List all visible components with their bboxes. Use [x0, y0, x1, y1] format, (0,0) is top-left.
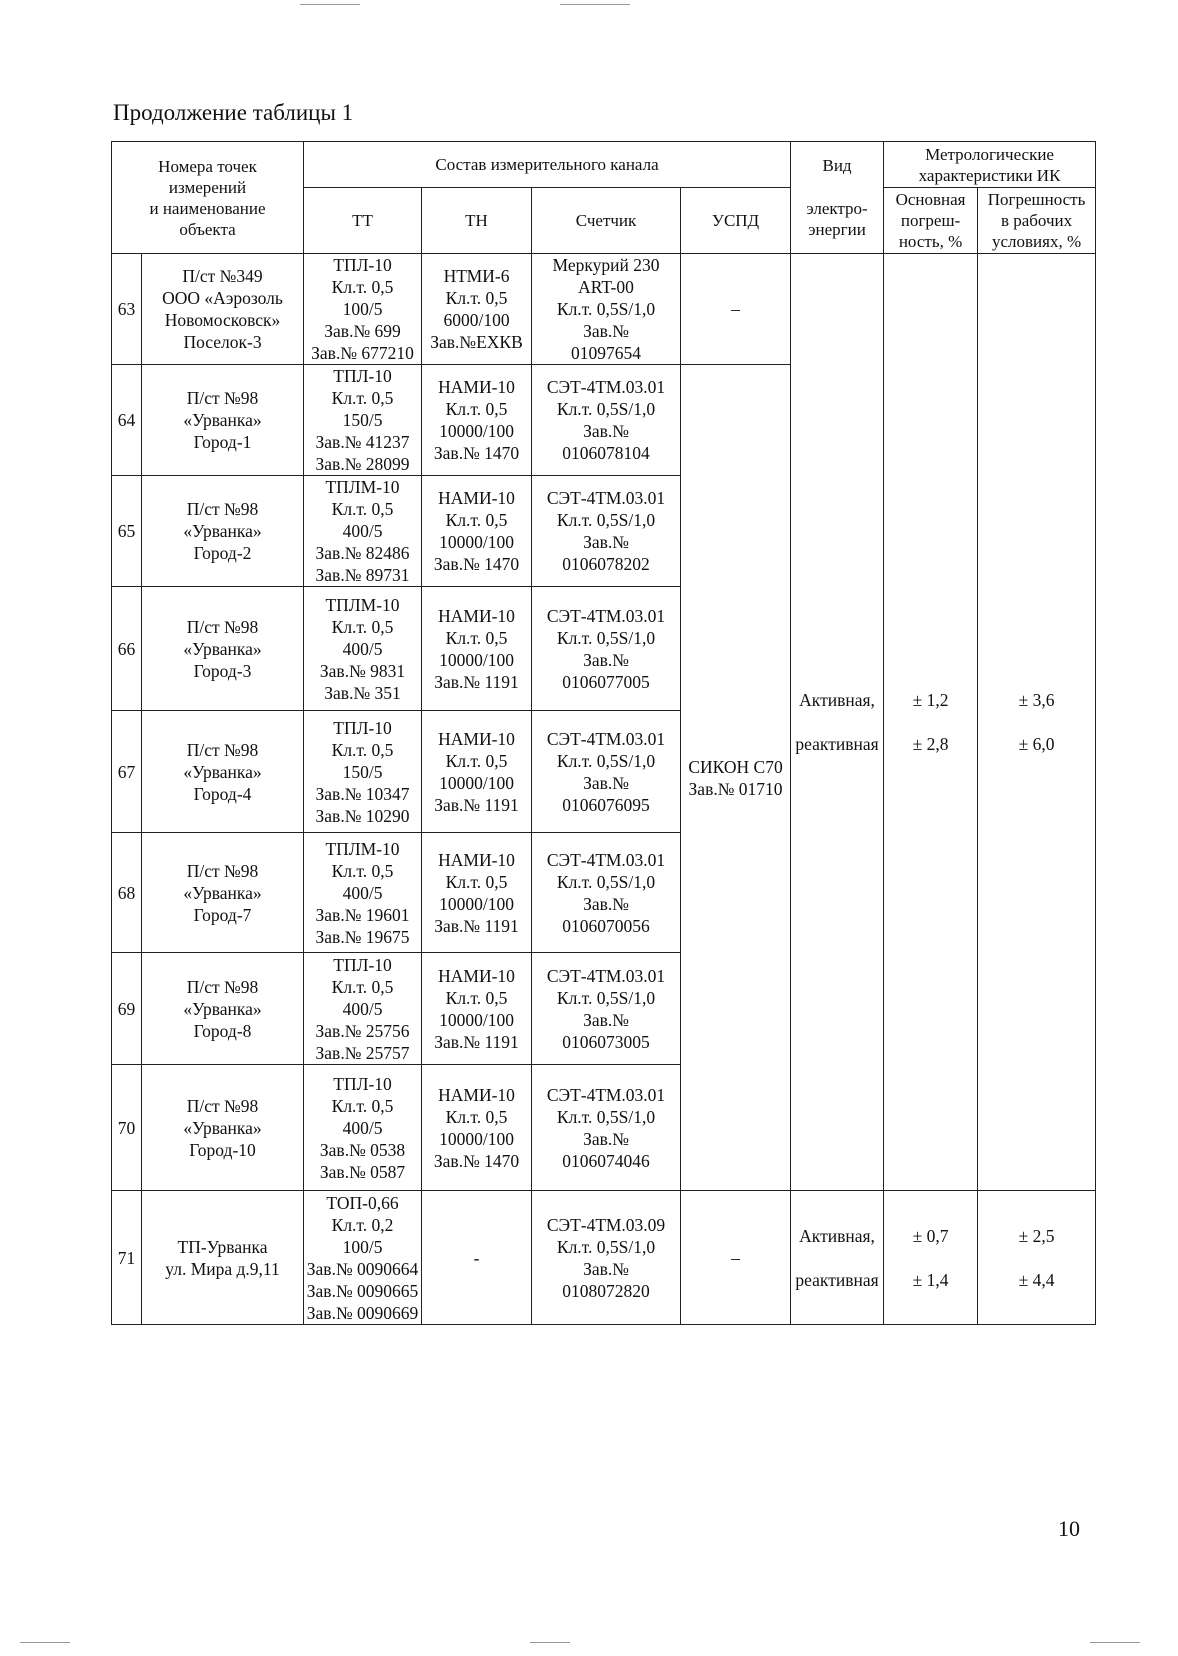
tn-cell: - [422, 1191, 532, 1325]
table-caption: Продолжение таблицы 1 [113, 100, 354, 125]
measurement-table [111, 141, 1096, 1325]
scan-artifact-bottom [20, 1642, 70, 1643]
tt-cell: ТПЛМ-10 Кл.т. 0,5 400/5 Зав.№ 19601 Зав.№ 19675 [304, 833, 422, 953]
row-number: 66 [112, 587, 142, 711]
basic-error-cell: ± 1,2 ± 2,8 [884, 254, 978, 1191]
uspd-cell: – [681, 254, 791, 365]
tt-cell: ТПЛ-10 Кл.т. 0,5 400/5 Зав.№ 25756 Зав.№ 25757 [304, 953, 422, 1065]
header-energy: Вид электро- энергии [791, 142, 884, 254]
meter-cell: СЭТ-4ТМ.03.01 Кл.т. 0,5S/1,0 Зав.№ 0106074046 [532, 1065, 681, 1191]
energy-type-cell: Активная, реактивная [791, 1191, 884, 1325]
scan-artifact-top [560, 4, 630, 5]
tn-cell: НАМИ-10 Кл.т. 0,5 10000/100 Зав.№ 1470 [422, 476, 532, 587]
point-name: П/ст №98 «Урванка» Город-10 [142, 1065, 304, 1191]
row-number: 68 [112, 833, 142, 953]
tt-cell: ТПЛМ-10 Кл.т. 0,5 400/5 Зав.№ 82486 Зав.№ 89731 [304, 476, 422, 587]
header-uspd: УСПД [681, 188, 791, 254]
tn-cell: НАМИ-10 Кл.т. 0,5 10000/100 Зав.№ 1470 [422, 1065, 532, 1191]
point-name: П/ст №98 «Урванка» Город-7 [142, 833, 304, 953]
basic-error-cell: ± 0,7 ± 1,4 [884, 1191, 978, 1325]
tn-cell: НАМИ-10 Кл.т. 0,5 10000/100 Зав.№ 1191 [422, 587, 532, 711]
header-basic-error: Основная погреш- ность, % [884, 188, 978, 254]
header-metro: Метрологические характеристики ИК [884, 142, 1096, 188]
working-error-cell: ± 3,6 ± 6,0 [978, 254, 1096, 1191]
scan-artifact-bottom [530, 1642, 570, 1643]
tn-cell: НТМИ-6 Кл.т. 0,5 6000/100 Зав.№ЕХКВ [422, 254, 532, 365]
point-name: П/ст №98 «Урванка» Город-1 [142, 365, 304, 476]
tn-cell: НАМИ-10 Кл.т. 0,5 10000/100 Зав.№ 1191 [422, 711, 532, 833]
uspd-cell: СИКОН С70 Зав.№ 01710 [681, 365, 791, 1191]
table-row [112, 254, 1096, 365]
tt-cell: ТПЛМ-10 Кл.т. 0,5 400/5 Зав.№ 9831 Зав.№ 351 [304, 587, 422, 711]
header-channel: Состав измерительного канала [304, 142, 791, 188]
tt-cell: ТПЛ-10 Кл.т. 0,5 150/5 Зав.№ 10347 Зав.№ 10290 [304, 711, 422, 833]
meter-cell: СЭТ-4ТМ.03.01 Кл.т. 0,5S/1,0 Зав.№ 0106078104 [532, 365, 681, 476]
tn-cell: НАМИ-10 Кл.т. 0,5 10000/100 Зав.№ 1191 [422, 953, 532, 1065]
scan-artifact-bottom [1090, 1642, 1140, 1643]
row-number: 65 [112, 476, 142, 587]
tt-cell: ТОП-0,66 Кл.т. 0,2 100/5 Зав.№ 0090664 Зав.№ 0090665 Зав.№ 0090669 [304, 1191, 422, 1325]
tt-cell: ТПЛ-10 Кл.т. 0,5 400/5 Зав.№ 0538 Зав.№ 0587 [304, 1065, 422, 1191]
point-name: П/ст №98 «Урванка» Город-3 [142, 587, 304, 711]
meter-cell: СЭТ-4ТМ.03.01 Кл.т. 0,5S/1,0 Зав.№ 0106070056 [532, 833, 681, 953]
row-number: 67 [112, 711, 142, 833]
meter-cell: СЭТ-4ТМ.03.01 Кл.т. 0,5S/1,0 Зав.№ 0106078202 [532, 476, 681, 587]
tt-cell: ТПЛ-10 Кл.т. 0,5 150/5 Зав.№ 41237 Зав.№ 28099 [304, 365, 422, 476]
table-body [112, 254, 1096, 1325]
row-number: 63 [112, 254, 142, 365]
point-name: ТП-Урванка ул. Мира д.9,11 [142, 1191, 304, 1325]
row-number: 71 [112, 1191, 142, 1325]
meter-cell: Меркурий 230 ART-00 Кл.т. 0,5S/1,0 Зав.№ 01097654 [532, 254, 681, 365]
meter-cell: СЭТ-4ТМ.03.01 Кл.т. 0,5S/1,0 Зав.№ 0106073005 [532, 953, 681, 1065]
page-number: 10 [1058, 1516, 1080, 1541]
meter-cell: СЭТ-4ТМ.03.09 Кл.т. 0,5S/1,0 Зав.№ 0108072820 [532, 1191, 681, 1325]
table-row [112, 1191, 1096, 1325]
tn-cell: НАМИ-10 Кл.т. 0,5 10000/100 Зав.№ 1470 [422, 365, 532, 476]
scan-artifact-top [300, 4, 360, 5]
energy-type-cell: Активная, реактивная [791, 254, 884, 1191]
tn-cell: НАМИ-10 Кл.т. 0,5 10000/100 Зав.№ 1191 [422, 833, 532, 953]
meter-cell: СЭТ-4ТМ.03.01 Кл.т. 0,5S/1,0 Зав.№ 0106077005 [532, 587, 681, 711]
header-points: Номера точек измерений и наименование объекта [112, 142, 304, 254]
row-number: 64 [112, 365, 142, 476]
point-name: П/ст №98 «Урванка» Город-8 [142, 953, 304, 1065]
header-tt: ТТ [304, 188, 422, 254]
point-name: П/ст №349 ООО «Аэрозоль Новомосковск» Поселок-3 [142, 254, 304, 365]
header-meter: Счетчик [532, 188, 681, 254]
row-number: 70 [112, 1065, 142, 1191]
point-name: П/ст №98 «Урванка» Город-2 [142, 476, 304, 587]
row-number: 69 [112, 953, 142, 1065]
working-error-cell: ± 2,5 ± 4,4 [978, 1191, 1096, 1325]
header-working-error: Погрешность в рабочих условиях, % [978, 188, 1096, 254]
point-name: П/ст №98 «Урванка» Город-4 [142, 711, 304, 833]
uspd-cell: – [681, 1191, 791, 1325]
meter-cell: СЭТ-4ТМ.03.01 Кл.т. 0,5S/1,0 Зав.№ 0106076095 [532, 711, 681, 833]
tt-cell: ТПЛ-10 Кл.т. 0,5 100/5 Зав.№ 699 Зав.№ 677210 [304, 254, 422, 365]
header-tn: ТН [422, 188, 532, 254]
